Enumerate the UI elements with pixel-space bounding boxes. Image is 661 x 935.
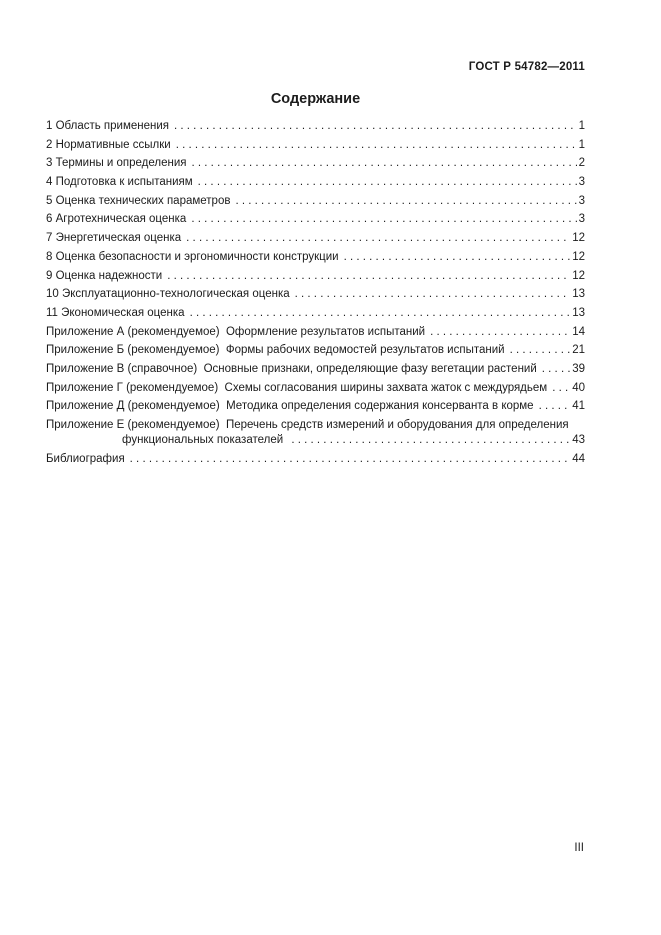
toc-dot-leader — [539, 399, 571, 414]
toc-entry-label: 6 Агротехническая оценка — [46, 213, 187, 226]
toc-entry — [46, 452, 585, 467]
toc-entry-label: Приложение Е (рекомендуемое) Перечень средств измерений и оборудования для определения — [46, 419, 569, 431]
toc-entry-page: 2 — [578, 157, 585, 170]
toc-entry — [46, 156, 585, 171]
toc-entry — [46, 194, 585, 209]
toc-entry-page: 41 — [572, 400, 585, 413]
toc-entry — [46, 119, 585, 134]
toc-entry — [46, 325, 585, 340]
toc-entry-page: 1 — [578, 120, 585, 132]
toc-entry-label: Приложение В (справочное) Основные признаки, определяющие фазу вегетации растений — [46, 362, 537, 375]
toc-dot-leader — [167, 269, 570, 284]
doc-code: ГОСТ Р 54782—2011 — [468, 61, 585, 73]
toc-entry-label: 7 Энергетическая оценка — [46, 232, 182, 245]
toc-entry-page: 21 — [572, 344, 585, 357]
toc-entry-page: 3 — [578, 176, 585, 189]
toc-dot-leader — [192, 156, 577, 171]
toc-entry-page: 13 — [572, 288, 585, 301]
toc-entry — [46, 138, 585, 153]
toc-entry-label: 11 Экономическая оценка — [46, 306, 185, 319]
toc-entry — [46, 269, 585, 284]
toc-entry — [46, 306, 585, 321]
toc-dot-leader — [191, 212, 576, 227]
page-content — [0, 0, 661, 467]
toc-entry-page: 40 — [572, 381, 585, 394]
toc-entry-page: 12 — [572, 250, 585, 263]
toc-entry-page: 43 — [572, 434, 585, 446]
toc-entry-label: Библиография — [46, 452, 125, 465]
toc-entry — [46, 343, 585, 358]
toc-entry — [46, 212, 585, 227]
toc-entry — [46, 433, 585, 448]
toc-entry-label: 1 Область применения — [46, 120, 170, 132]
toc-dot-leader — [176, 138, 577, 153]
toc-dot-leader — [344, 250, 571, 265]
toc-entry — [46, 381, 585, 396]
toc-dot-leader — [174, 119, 577, 134]
toc-entry-label: Приложение Г (рекомендуемое) Схемы согласования ширины захвата жаток с междурядьем — [46, 381, 548, 394]
toc-dot-leader — [295, 287, 571, 302]
toc-entry-page: 3 — [578, 194, 585, 207]
toc-dot-leader — [198, 175, 577, 190]
toc-entry-page: 13 — [572, 306, 585, 319]
toc-entry-page: 3 — [578, 213, 585, 226]
toc-entry-page: 14 — [572, 325, 585, 338]
toc-entry-label: 3 Термины и определения — [46, 157, 187, 170]
toc-entry-page: 12 — [572, 269, 585, 282]
toc-entry — [46, 175, 585, 190]
page-number: III — [574, 842, 584, 854]
toc-dot-leader — [542, 362, 570, 377]
toc-entry-label: 5 Оценка технических параметров — [46, 194, 231, 207]
toc-entry — [46, 362, 585, 377]
toc-entry-page: 44 — [572, 452, 585, 465]
page-title: Содержание — [270, 91, 361, 107]
toc-dot-leader — [552, 381, 570, 396]
toc-entry — [46, 418, 585, 433]
toc-entry-label: 10 Эксплуатационно-технологическая оценка — [46, 288, 290, 301]
toc-entry-label: Приложение Д (рекомендуемое) Методика определения содержания консерванта в корме — [46, 400, 534, 413]
toc-entry-label: 9 Оценка надежности — [46, 269, 163, 282]
toc-dot-leader — [130, 452, 571, 467]
toc-dot-leader — [190, 306, 571, 321]
toc-entry — [46, 287, 585, 302]
toc-entry-label: 4 Подготовка к испытаниям — [46, 176, 193, 189]
toc-dot-leader — [235, 194, 576, 209]
toc-entry-page: 39 — [572, 362, 585, 375]
toc-entry-page: 1 — [578, 138, 585, 151]
toc-entry-label: функциональных показателей — [122, 434, 287, 446]
toc-entry-label: Приложение Б (рекомендуемое) Формы рабочих ведомостей результатов испытаний — [46, 344, 505, 357]
toc-entry — [46, 250, 585, 265]
toc-entry — [46, 399, 585, 414]
toc-entry-label: 8 Оценка безопасности и эргономичности конструкции — [46, 250, 339, 263]
toc-list — [46, 119, 585, 467]
toc-dot-leader — [186, 231, 570, 246]
toc-dot-leader — [510, 343, 571, 358]
toc-dot-leader — [430, 325, 570, 340]
toc-entry-label: 2 Нормативные ссылки — [46, 138, 171, 151]
toc-dot-leader — [291, 433, 570, 448]
toc-entry-label: Приложение А (рекомендуемое) Оформление результатов испытаний — [46, 325, 426, 338]
toc-entry-page: 12 — [572, 232, 585, 245]
toc-entry — [46, 231, 585, 246]
